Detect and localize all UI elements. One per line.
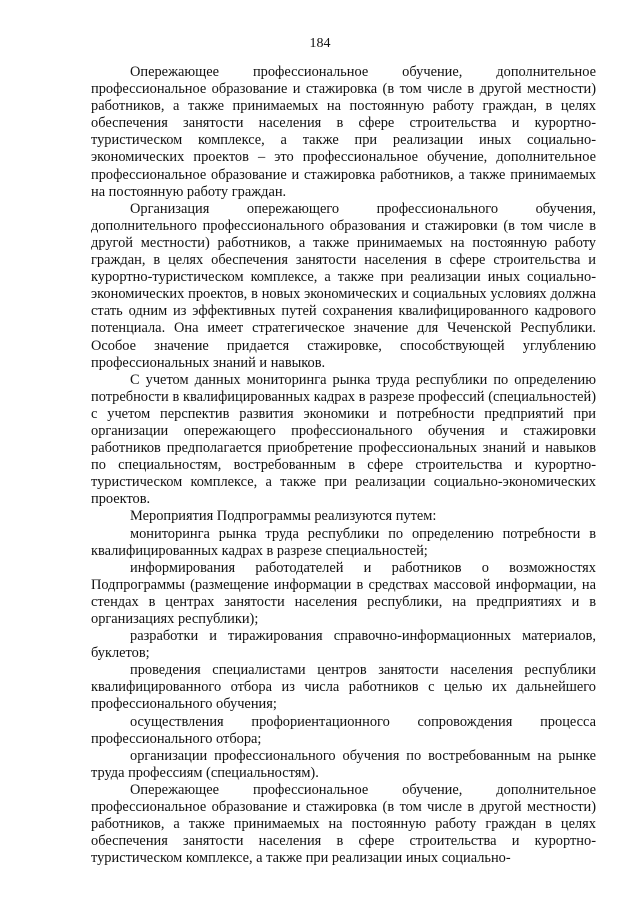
measure-item: организации профессионального обучения по востребованным на рынке труда профессиям (специальностям). <box>91 747 596 781</box>
measure-item: информирования работодателей и работников о возможностях Подпрограммы (размещение информации в средствах массовой информации, на стендах в центрах занятости населения республики, на предприятиях и в организациях республики); <box>91 559 596 627</box>
document-body <box>91 64 596 867</box>
page-number: 184 <box>309 36 331 51</box>
measure-item: осуществления профориентационного сопровождения процесса профессионального отбора; <box>91 713 596 747</box>
measure-item: мониторинга рынка труда республики по определению потребности в квалифицированных кадрах в разрезе специальностей; <box>91 525 596 559</box>
paragraph-organization: Организация опережающего профессионального обучения, дополнительного профессионального образования и стажировки (в том числе в другой местности) работников, а также принимаемых на постоянную работу граждан, в целях обеспечения занятости населения в сфере строительства и курортно-туристическом комплексе, а также при реализации иных социально-экономических проектов, в новых экономических и социальных условиях должна стать одним из эффективных путей сохранения квалифицированного кадрового потенциала. Она имеет стратегическое значение для Чеченской Республики. Особое значение придается стажировке, способствующей углублению профессиональных знаний и навыков. <box>91 200 596 371</box>
measure-item: разработки и тиражирования справочно-информационных материалов, буклетов; <box>91 628 596 662</box>
measure-item: проведения специалистами центров занятости населения республики квалифицированного отбора из числа работников с целью их дальнейшего профессионального обучения; <box>91 662 596 713</box>
paragraph-definition: Опережающее профессиональное обучение, дополнительное профессиональное образование и стажировка (в том числе в другой местности) работников, а также принимаемых на постоянную работу граждан, в целях обеспечения занятости населения в сфере строительства и курортно-туристическом комплексе, а также при реализации иных социально-экономических проектов – это профессиональное обучение, дополнительное профессиональное образование и стажировка работников, а также принимаемых на постоянную работу граждан. <box>91 64 596 200</box>
paragraph-monitoring-context: С учетом данных мониторинга рынка труда республики по определению потребности в квалифицированных кадрах в разрезе профессий (специальностей) с учетом перспектив развития экономики и потребности предприятий при организации опережающего профессионального обучения и стажировки работников предполагается приобретение профессиональных знаний и навыков по специальностям, востребованным в сфере строительства и курортно-туристическом комплексе, а также при реализации социально-экономических проектов. <box>91 371 596 508</box>
paragraph-definition-continued: Опережающее профессиональное обучение, дополнительное профессиональное образование и стажировка (в том числе в другой местности) работников, а также принимаемых на постоянную работу граждан в целях обеспечения занятости населения в сфере строительства и курортно-туристическом комплексе, а также при реализации иных социально- <box>91 781 596 867</box>
paragraph-measures-intro: Мероприятия Подпрограммы реализуются путем: <box>130 508 437 525</box>
